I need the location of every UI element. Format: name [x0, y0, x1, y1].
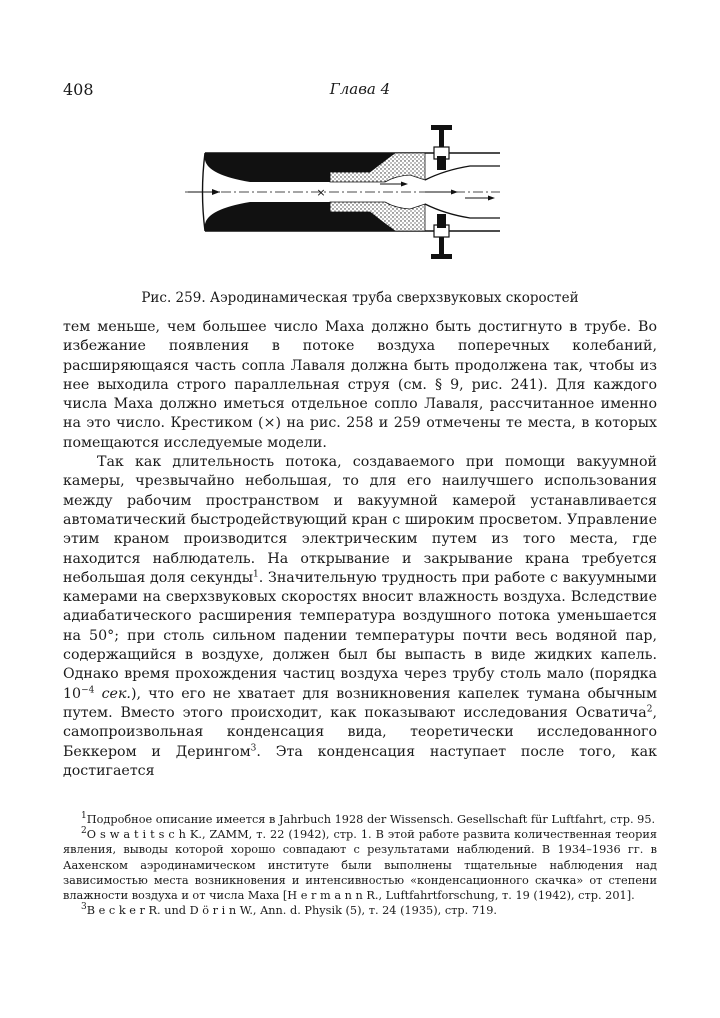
footnote-2: [63, 827, 657, 903]
valve-top-gate: [437, 156, 446, 170]
footnote-ref: 3: [81, 902, 87, 913]
text-run: тем меньше, чем большее число Маха должно быть достигнуто в трубе. Во избежание появления в потоке воздуха поперечных колебаний, расширяющаяся часть сопла Лаваля должна быть продолжена так, чтобы из нее выходила строго параллельная струя (см. § 9, рис. 241). Для каждого числа Маха должно иметься отдельное сопло Лаваля, рассчитанное именно на это число. Крестиком (×) на рис. 258 и 259 отмечены те места, в которых помещаются исследуемые модели.: [63, 319, 657, 451]
footnote-ref: 2: [646, 704, 653, 715]
body-text: [63, 318, 657, 781]
text-run: Так как длительность потока, создаваемого при помощи вакуумной камеры, чрезвычайно небольшая, то для его наилучшего использования между рабочим пространством и вакуумной камерой устанавливается автоматический быстродействующий кран с широким просветом. Управление этим краном производится электрическим путем из того места, где находится наблюдатель. На открывание и закрывание крана требуется небольшая доля секунды: [63, 454, 657, 586]
footnote-3: [63, 903, 657, 918]
footnote-ref: 1: [253, 569, 259, 580]
text-run: . Эта конденсация наступает после того, как достигается: [63, 743, 657, 779]
paragraph-2: [63, 453, 657, 781]
paragraph-1: [63, 318, 657, 453]
text-run: Подробное описание имеется в Jahrbuch 1928 der Wissensch. Gesellschaft für Luftfahrt, стр. 95.: [86, 813, 656, 826]
text-run: , самопроизвольная конденсация вида, теоретически исследованного Беккером и Дерингом: [63, 704, 657, 760]
model-cross-marker: ×: [316, 186, 326, 199]
text-run: . Значительную трудность при работе с вакуумными камерами на сверхзвуковых скоростях вносит влажность воздуха. Вследствие адиабатического расширения температура воздушного потока уменьшается на 50°; при столь сильном падении температуры почти весь водяной пар, содержащийся в воздухе, должен был бы выпасть в виде жидких капель. Однако время прохождения частиц воздуха через трубу столь мало (порядка 10: [63, 569, 657, 702]
text-run: сек.: [94, 685, 131, 702]
valve-top-handle: [431, 125, 452, 130]
footnote-ref: 3: [250, 742, 257, 753]
arrowhead-1: [401, 182, 408, 187]
text-run: ), что его не хватает для возникновения капелек тумана обычным путем. Вместо этого происходит, как показывают исследования Осватича: [63, 685, 657, 721]
arrowhead-inlet: [212, 189, 220, 195]
supersonic-tunnel-figure: [180, 120, 500, 270]
page-number: 408: [63, 80, 94, 99]
footnote-ref: 1: [81, 811, 87, 822]
valve-bottom-gate: [437, 214, 446, 228]
footnote-ref: −4: [81, 684, 95, 695]
arrowhead-2: [451, 190, 458, 195]
valve-bottom-handle: [431, 254, 452, 259]
running-head: Глава 4: [329, 80, 391, 98]
footnote-1: [63, 812, 657, 827]
figure-caption: Рис. 259. Аэродинамическая труба сверхзвуковых скоростей: [141, 290, 579, 306]
text-run: O s w a t i t s c h K., ZAMM, т. 22 (1942), стр. 1. В этой работе развита количественная теория явления, выводы которой хорошо совпадают с результатами наблюдений. В 1934–1936 гг. в Аахенском аэродинамическом институте были выполнены тщательные наблюдения над зависимостью места возникновения и интенсивностью «конденсационного скачка» от степени влажности воздуха и от числа Маха [H e r m a n n R., Luftfahrtforschung, т. 19 (1942), стр. 201].: [63, 828, 657, 903]
rear-contour-top: [425, 166, 500, 180]
rear-contour-bottom: [425, 204, 500, 218]
arrowhead-3: [488, 196, 495, 201]
footnotes: [63, 812, 657, 918]
footnote-ref: 2: [81, 826, 87, 837]
text-run: B e c k e r R. und D ö r i n W., Ann. d. Physik (5), т. 24 (1935), стр. 719.: [86, 904, 497, 918]
